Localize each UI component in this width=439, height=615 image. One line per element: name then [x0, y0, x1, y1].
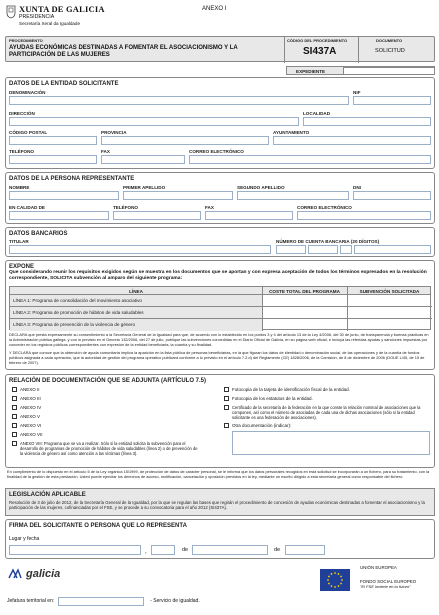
eu-star: [338, 585, 340, 587]
ano-field[interactable]: [285, 545, 325, 555]
segundo-apellido-label: SEGUNDO APELLIDO: [237, 185, 285, 190]
fse-lema: "El FSE invierte en tu futuro": [360, 584, 411, 589]
numero-cuenta-field[interactable]: [276, 245, 431, 254]
eu-flag: [320, 569, 350, 591]
representante-section: [5, 172, 435, 224]
cif-checkbox[interactable]: [224, 387, 229, 392]
declara-p2: Y DECLARA que conoce que la obtención de ayuda comunitaria implica la aparición en la lista pública de personas beneficiarias, en la que figuran los datos de identidad o denominación social, de las operaciones y de la cuantía de fondos públicos asignada a cada operación, que la autoridad de gestión del programa operativo publicará conforme a lo previsto en el artículo 7.2.d) del Reglamento (CE) 1828/2006, de la Comisión, de 8 de diciembre de 2006 (DOUE L/45, de 15 de febrero de 2007).: [9, 350, 425, 365]
firma-title: FIRMA DEL SOLICITANTE O PERSONA QUE LO REPRESENTA: [9, 523, 187, 529]
programs-table: [9, 286, 431, 330]
localidad-label: LOCALIDAD: [303, 111, 331, 116]
procedimiento-label: PROCEDIMIENTO: [9, 38, 43, 43]
anexo-iv-item[interactable]: ANEXO IV: [12, 405, 202, 414]
rep-correo-label: CORREO ELECTRÓNICO: [297, 205, 352, 210]
eu-star: [340, 583, 342, 585]
lugar-label: Lugar y fecha: [9, 536, 40, 542]
linea-1-coste[interactable]: [263, 295, 347, 307]
nombre-label: NOMBRE: [9, 185, 30, 190]
dni-field[interactable]: [353, 191, 431, 200]
direccion-field[interactable]: [9, 117, 299, 126]
eu-star: [331, 585, 333, 587]
legislacion-section: [5, 488, 435, 516]
anexo-vi-item[interactable]: ANEXO VI: [12, 423, 202, 432]
expone-text: Que considerando reunir los requisitos exigidos según se muestra en los documentos que se aportan y con expresa aceptación de todos los términos expresados en la resolución correspondiente, SOLICITA subvención al amparo del siguiente programa:: [9, 270, 427, 282]
fax-field[interactable]: [101, 155, 185, 164]
expone-section: [5, 260, 435, 370]
eu-label: UNIÓN EUROPEA: [360, 565, 397, 570]
expediente-label: EXPEDIENTE: [296, 69, 326, 74]
telefono-field[interactable]: [9, 155, 97, 164]
lopd-text: En cumplimiento de lo dispuesto en el artículo 5 de la Ley orgánica 15/1999, de protección de datos de carácter personal, se le informa que los datos personales recogidos en esta solicitud se incorporarán a un fichero, para su tratamiento, con la finalidad de la gestión de esta prestación. Usted puede ejercitar los derechos de acceso, rectificación, cancelación y oposición previstos en la ley, mediante un escrito dirigido a esta secretaría general como responsable del fichero.: [7, 469, 430, 479]
servicio-label: - Servicio de igualdad.: [150, 597, 200, 604]
anexo-vii-checkbox[interactable]: [12, 432, 17, 437]
rep-fax-field[interactable]: [205, 211, 293, 220]
mes-field[interactable]: [192, 545, 268, 555]
segundo-apellido-field[interactable]: [237, 191, 349, 200]
jefatura-field[interactable]: [58, 597, 144, 606]
direccion-label: DIRECCIÓN: [9, 111, 35, 116]
eu-star: [327, 579, 329, 581]
firma-section: [5, 519, 435, 559]
eu-star: [338, 573, 340, 575]
codigo-postal-field[interactable]: [9, 136, 97, 145]
correo-field[interactable]: [189, 155, 431, 164]
linea-3-subvencion[interactable]: [348, 319, 432, 331]
documento-label: DOCUMENTO: [376, 38, 403, 43]
localidad-field[interactable]: [303, 117, 431, 126]
entidad-section: [5, 77, 435, 169]
rep-telefono-label: TELÉFONO: [113, 205, 139, 210]
procedure-box: [5, 36, 435, 62]
eu-star: [334, 572, 336, 574]
linea-1-subvencion[interactable]: [348, 295, 432, 307]
denominacion-field[interactable]: [9, 96, 349, 105]
certificado-item[interactable]: Certificado de la secretaría de la federación en la que conste la relación nominal de asociaciones que la componen, así como el número de asociadas de cada una de dichas asociaciones (sólo si la entidad solicitante es una federación de asociaciones).: [224, 405, 430, 420]
anexo-ii-item[interactable]: ANEXO II: [12, 387, 202, 396]
anexo-ii-checkbox[interactable]: [12, 387, 17, 392]
codigo-postal-label: CÓDIGO POSTAL: [9, 130, 48, 135]
eu-star: [341, 579, 343, 581]
legislacion-text: Resolución de 3 de julio de 2012, de la Secretaría General de la Igualdad, por la que se regulan las bases que regirán el procedimiento de concesión de ayudas económicas destinadas a fomentar el asociacionismo y la participación de las mujeres, cofinanciadas por el FSE, y se procede a su convocatoria para el año 2012 (SI437A).: [9, 500, 425, 511]
codigo-label: CÓDIGO DEL PROCEDIMIENTO: [287, 38, 348, 43]
otra-doc-checkbox[interactable]: [224, 423, 229, 428]
titular-field[interactable]: [9, 245, 271, 254]
fax-label: FAX: [101, 149, 110, 154]
dni-label: DNI: [353, 185, 361, 190]
ayuntamiento-field[interactable]: [273, 136, 431, 145]
anexo-iii-item[interactable]: ANEXO III: [12, 396, 202, 405]
de-2: de: [274, 547, 281, 553]
ayuntamiento-label: AYUNTAMIENTO: [273, 130, 310, 135]
telefono-label: TELÉFONO: [9, 149, 35, 154]
linea-2-coste[interactable]: [263, 307, 347, 319]
linea-2-label: LÍNEA 2: Programa de promoción de hábitos de vida saludables: [13, 310, 144, 315]
relacion-right: [224, 387, 430, 455]
rep-correo-field[interactable]: [297, 211, 431, 220]
nif-field[interactable]: [353, 96, 431, 105]
legislacion-title: LEGISLACIÓN APLICABLE: [9, 492, 86, 498]
linea-1-label: LÍNEA 1: Programa de consolidación del movimiento asociativo: [13, 298, 142, 303]
linea-2-subvencion[interactable]: [348, 307, 432, 319]
comma: ,: [145, 549, 147, 555]
relacion-section: [5, 374, 435, 468]
xunta-name: XUNTA DE GALICIA: [19, 4, 105, 14]
documento-value: SOLICITUD: [375, 48, 405, 54]
primer-apellido-label: PRIMER APELLIDO: [123, 185, 166, 190]
galicia-mark-icon: [8, 568, 22, 580]
certificado-checkbox[interactable]: [224, 405, 229, 410]
linea-3-coste[interactable]: [263, 319, 347, 331]
anexo-label: ANEXO I: [202, 6, 227, 12]
representante-title: DATOS DE LA PERSONA REPRESENTANTE: [9, 176, 135, 182]
anexo-vii-item[interactable]: ANEXO VII: [12, 432, 202, 441]
eu-star: [340, 576, 342, 578]
dia-field[interactable]: [151, 545, 175, 555]
nombre-field[interactable]: [9, 191, 119, 200]
eu-star: [328, 576, 330, 578]
relacion-left: [12, 387, 202, 456]
anexo-v-checkbox[interactable]: [12, 414, 17, 419]
declara-p1: DECLARA que presta expresamente su consentimiento a la Secretaría General de la Igualdad para que, de acuerdo con lo establecido en los puntos 3 y 4 del artículo 13 de la Ley 4/2006, del 30 de junio, de transparencia y buenas prácticas en la Administración pública gallega, y con lo previsto en el Decreto 132/2006, del 27 de julio, publique las subvenciones concedidas en el Diario Oficial de Galicia, en su página web oficial, e incluya las referidas ayudas y sanciones impuestas por conceder en los registros públicos correspondientes con expresión de la entidad beneficiaria, la cuantía y su finalidad.: [9, 332, 429, 347]
jefatura-label: Jefatura territorial en:: [7, 597, 55, 604]
lugar-field[interactable]: [9, 545, 141, 555]
eu-block: [320, 563, 433, 595]
col-subvencion: SUBVENCIÓN SOLICITADA: [359, 289, 420, 294]
correo-label: CORREO ELECTRÓNICO: [189, 149, 244, 154]
de-1: de: [182, 547, 189, 553]
jefatura-row: [7, 597, 200, 606]
bancarios-section: [5, 227, 435, 257]
titular-label: TITULAR: [9, 239, 29, 244]
en-calidad-label: EN CALIDAD DE: [9, 205, 45, 210]
anexo-iv-checkbox[interactable]: [12, 405, 17, 410]
galicia-logo: [8, 568, 60, 581]
eu-star: [328, 583, 330, 585]
provincia-label: PROVINCIA: [101, 130, 127, 135]
presidencia: PRESIDENCIA: [19, 13, 55, 20]
otra-doc-item[interactable]: Otra documentación (indicar):: [224, 423, 430, 428]
estatutos-checkbox[interactable]: [224, 396, 229, 401]
fse-label: FONDO SOCIAL EUROPEO: [360, 579, 417, 584]
col-coste: COSTE TOTAL DEL PROGRAMA: [269, 289, 340, 294]
cif-item[interactable]: Fotocopia de la tarjeta de identificación fiscal de la entidad.: [224, 387, 430, 396]
xunta-logo: [6, 5, 105, 26]
rep-telefono-field[interactable]: [113, 211, 201, 220]
procedure-title: AYUDAS ECONÓMICAS DESTINADAS A FOMENTAR EL ASOCIACIONISMO Y LA PARTICIPACIÓN DE LAS MUJERES: [9, 45, 238, 59]
denominacion-label: DENOMINACIÓN: [9, 90, 46, 95]
anexo-iii-checkbox[interactable]: [12, 396, 17, 401]
expone-title: EXPONE: [9, 264, 35, 270]
procedure-code: SI437A: [303, 46, 337, 57]
estatutos-item[interactable]: Fotocopia de los estatutos de la entidad.: [224, 396, 430, 405]
eu-stars-icon: [320, 569, 350, 591]
anexo-v-item[interactable]: ANEXO V: [12, 414, 202, 423]
expediente-field[interactable]: [343, 67, 435, 75]
numero-cuenta-label: NÚMERO DE CUENTA BANCARIA (20 DÍGITOS): [276, 239, 380, 244]
anexo-viii-checkbox[interactable]: [12, 441, 17, 446]
anexo-viii-item[interactable]: ANEXO VIII: Programa que se va a realizar. Sólo si la entidad solicita la subvención para el desarrollo de programas de promoción de hábitos de vida saludables (línea 2) o de prevención de la violencia de género así como atención a las víctimas (línea 3).: [12, 441, 202, 456]
eu-star: [334, 586, 336, 588]
relacion-title: RELACIÓN DE DOCUMENTACIÓN QUE SE ADJUNTA (ARTÍCULO 7.5): [9, 378, 207, 384]
rep-fax-label: FAX: [205, 205, 214, 210]
galicia-wordmark: galicia: [26, 568, 61, 580]
secretaria: Secretaría Xeral da Igualdade: [19, 20, 81, 26]
anexo-vi-checkbox[interactable]: [12, 423, 17, 428]
bancarios-title: DATOS BANCARIOS: [9, 231, 68, 237]
en-calidad-field[interactable]: [9, 211, 109, 220]
linea-3-label: LÍNEA 3: Programa de prevención de la violencia de género: [13, 322, 136, 327]
entidad-title: DATOS DE LA ENTIDAD SOLICITANTE: [9, 81, 119, 87]
coat-of-arms-icon: [6, 5, 16, 19]
nif-label: NIF: [353, 90, 361, 95]
col-linea: LÍNEA: [129, 289, 143, 294]
otra-doc-field[interactable]: [232, 431, 430, 455]
expediente-box: [286, 66, 435, 75]
eu-star: [331, 573, 333, 575]
provincia-field[interactable]: [101, 136, 269, 145]
primer-apellido-field[interactable]: [123, 191, 233, 200]
